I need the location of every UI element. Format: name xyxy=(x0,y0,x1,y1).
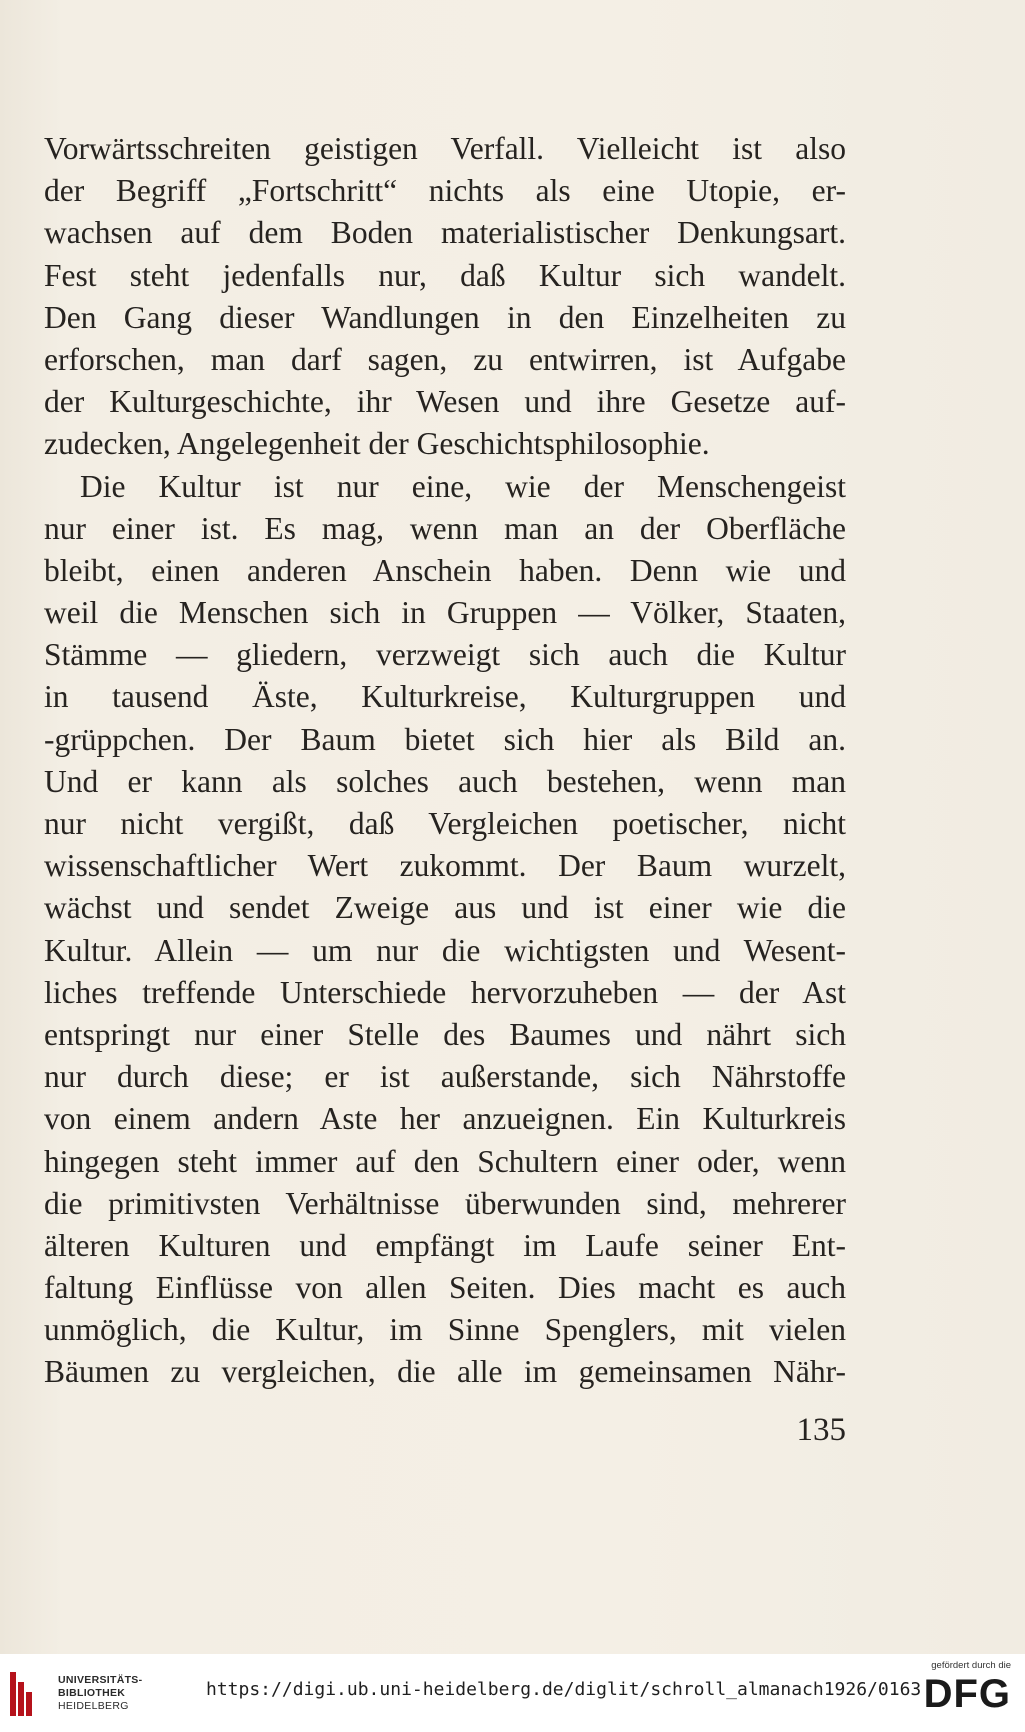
text-line: die primitivsten Verhältnisse überwunden sind, mehrerer xyxy=(44,1185,846,1221)
footer-bar xyxy=(0,1654,1025,1732)
library-name-line: HEIDELBERG xyxy=(58,1700,129,1712)
text-line: Stämme — gliedern, verzweigt sich auch die Kultur xyxy=(44,637,846,673)
text-line: -grüppchen. Der Baum bietet sich hier als Bild an. xyxy=(44,721,846,757)
text-line: Und er kann als solches auch bestehen, wenn man xyxy=(44,763,846,799)
text-line: wissenschaftlicher Wert zukommt. Der Baum wurzelt, xyxy=(44,848,846,884)
funding-notice xyxy=(901,1660,1011,1714)
university-library-logo-icon xyxy=(10,1672,32,1716)
text-line: von einem andern Aste her anzueignen. Ein Kulturkreis xyxy=(44,1101,846,1137)
funding-caption: gefördert durch die xyxy=(931,1660,1011,1671)
library-name-line: BIBLIOTHEK xyxy=(58,1687,126,1699)
text-line: entspringt nur einer Stelle des Baumes und nährt sich xyxy=(44,1016,846,1052)
permalink-url[interactable]: https://digi.ub.uni-heidelberg.de/diglit/schroll_almanach1926/0163 xyxy=(206,1679,922,1700)
text-line: liches treffende Unterschiede hervorzuheben — der Ast xyxy=(44,974,846,1010)
text-line-paragraph-start: Die Kultur ist nur eine, wie der Menschengeist xyxy=(80,468,846,504)
body-text xyxy=(44,128,846,1394)
text-line: unmöglich, die Kultur, im Sinne Spenglers, mit vielen xyxy=(44,1312,846,1348)
library-name xyxy=(58,1674,142,1713)
text-line: wachsen auf dem Boden materialistischer Denkungsart. xyxy=(44,215,846,251)
text-line: faltung Einflüsse von allen Seiten. Dies macht es auch xyxy=(44,1270,846,1306)
text-line: bleibt, einen anderen Anschein haben. Denn wie und xyxy=(44,552,846,588)
text-line: der Begriff „Fortschritt“ nichts als eine Utopie, er- xyxy=(44,173,846,209)
text-line: nur einer ist. Es mag, wenn man an der Oberfläche xyxy=(44,510,846,546)
text-line: älteren Kulturen und empfängt im Laufe seiner Ent- xyxy=(44,1227,846,1263)
text-line: erforschen, man darf sagen, zu entwirren, ist Aufgabe xyxy=(44,341,846,377)
text-line: Bäumen zu vergleichen, die alle im gemeinsamen Nähr- xyxy=(44,1354,846,1390)
library-name-line: UNIVERSITÄTS- xyxy=(58,1674,143,1686)
text-line: weil die Menschen sich in Gruppen — Völker, Staaten, xyxy=(44,595,846,631)
text-line: Den Gang dieser Wandlungen in den Einzelheiten zu xyxy=(44,299,846,335)
text-line: der Kulturgeschichte, ihr Wesen und ihre Gesetze auf- xyxy=(44,384,846,420)
text-line: Kultur. Allein — um nur die wichtigsten und Wesent- xyxy=(44,932,846,968)
text-line: in tausend Äste, Kulturkreise, Kulturgruppen und xyxy=(44,679,846,715)
text-line: Vorwärtsschreiten geistigen Verfall. Vielleicht ist also xyxy=(44,131,846,166)
dfg-logo: DFG xyxy=(923,1672,1011,1716)
text-line: zudecken, Angelegenheit der Geschichtsphilosophie. xyxy=(44,426,710,462)
text-line: hingegen steht immer auf den Schultern einer oder, wenn xyxy=(44,1143,846,1179)
text-line: wächst und sendet Zweige aus und ist einer wie die xyxy=(44,890,846,926)
page-number: 135 xyxy=(796,1412,846,1448)
text-line: nur durch diese; er ist außerstande, sich Nährstoffe xyxy=(44,1059,846,1095)
text-line: Fest steht jedenfalls nur, daß Kultur sich wandelt. xyxy=(44,257,846,293)
text-line: nur nicht vergißt, daß Vergleichen poetischer, nicht xyxy=(44,806,846,841)
